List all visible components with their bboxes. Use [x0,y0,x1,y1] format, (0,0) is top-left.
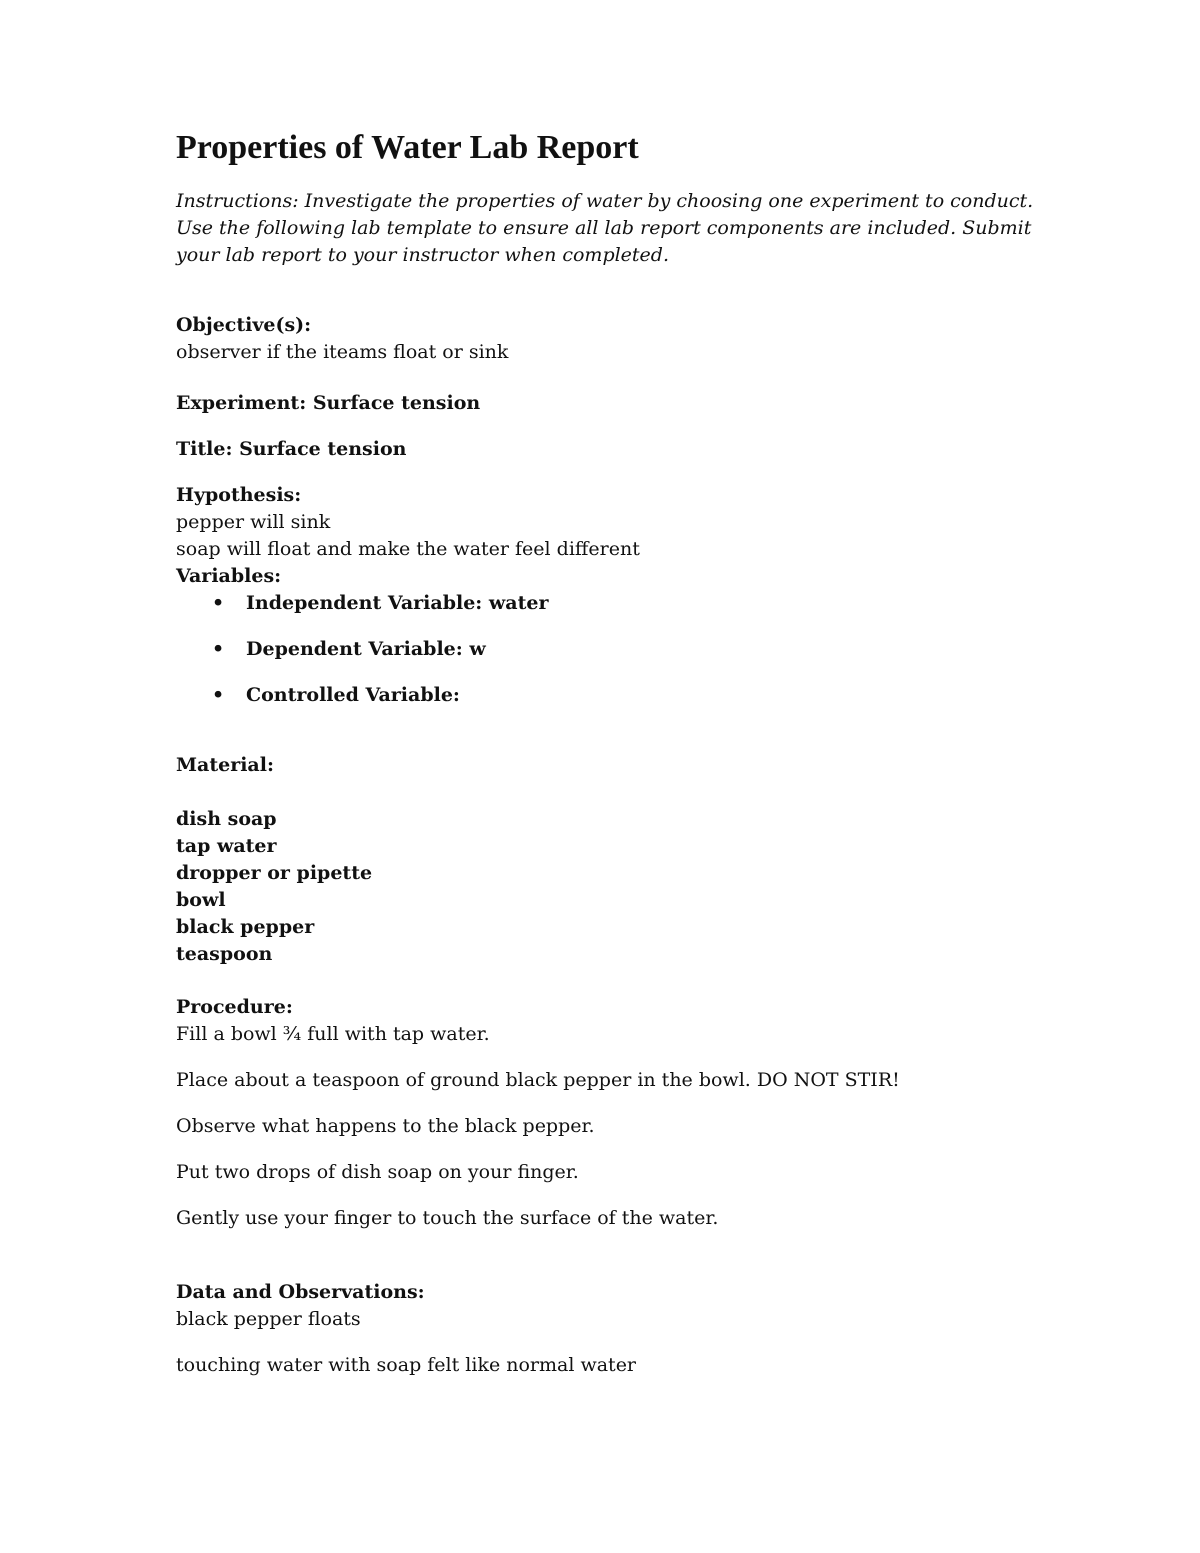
material-list [176,806,1036,968]
observations-label: Data and Observations: [176,1281,425,1303]
variables-list [176,590,1036,709]
document-title: Properties of Water Lab Report [176,129,639,166]
list-item: dropper or pipette [176,862,373,884]
hypothesis-line: pepper will sink [176,511,331,533]
observation-line: black pepper floats [176,1308,361,1330]
procedure-step: Fill a bowl ¾ full with tap water. [176,1023,490,1045]
list-item: tap water [176,835,277,857]
list-item: black pepper [176,916,315,938]
hypothesis-label: Hypothesis: [176,484,302,506]
bullet-icon: • [212,638,225,660]
bullet-icon: • [212,684,225,706]
list-item: teaspoon [176,943,273,965]
variable-text: Independent Variable: water [246,592,549,614]
instructions-text: Instructions: Investigate the properties of water by choosing one experiment to conduct. Use the following lab template to ensure all lab report components are included. Submit your lab report to your instructor when completed. [176,190,1034,266]
objective-label: Objective(s): [176,314,312,336]
bullet-icon: • [212,592,225,614]
procedure-step: Observe what happens to the black pepper. [176,1115,595,1137]
list-item [176,636,1036,663]
objective-text: observer if the iteams float or sink [176,341,509,363]
material-label: Material: [176,754,274,776]
procedure-step: Gently use your finger to touch the surface of the water. [176,1207,719,1229]
experiment-heading: Experiment: Surface tension [176,392,481,414]
variable-text: Dependent Variable: w [246,638,486,660]
procedure-step: Put two drops of dish soap on your finger. [176,1161,579,1183]
hypothesis-line: soap will float and make the water feel different [176,538,640,560]
procedure-label: Procedure: [176,996,293,1018]
list-item: bowl [176,889,226,911]
variable-text: Controlled Variable: [246,684,460,706]
list-item: dish soap [176,808,277,830]
list-item [176,590,1036,617]
variables-label: Variables: [176,565,282,587]
list-item [176,682,1036,709]
procedure-step: Place about a teaspoon of ground black pepper in the bowl. DO NOT STIR! [176,1069,900,1091]
observation-line: touching water with soap felt like normal water [176,1354,637,1376]
document-page [176,128,1036,1379]
title-field: Title: Surface tension [176,438,407,460]
